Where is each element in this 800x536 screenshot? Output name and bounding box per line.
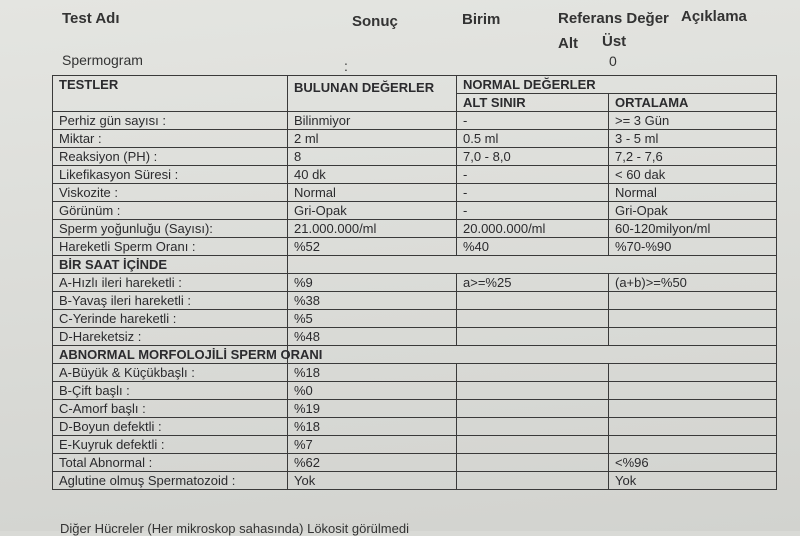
cell-found: %0 (288, 382, 457, 400)
header-alt: Alt (558, 35, 578, 52)
cell-found: %9 (288, 274, 457, 292)
section-row (53, 256, 777, 274)
table-row (53, 400, 777, 418)
cell-ort: < 60 dak (609, 166, 777, 184)
cell-alt (457, 292, 609, 310)
cell-test: Perhiz gün sayısı : (53, 112, 288, 130)
cell-ort (609, 292, 777, 310)
footer-note: Diğer Hücreler (Her mikroskop sahasında) Lökosit görülmedi (60, 521, 409, 536)
cell-alt: - (457, 202, 609, 220)
table-row (53, 436, 777, 454)
cell-ort (609, 310, 777, 328)
table-row (53, 418, 777, 436)
cell-found: 8 (288, 148, 457, 166)
cell-test: Miktar : (53, 130, 288, 148)
col-header-ort: ORTALAMA (609, 94, 777, 112)
cell-ort: Gri-Opak (609, 202, 777, 220)
cell-found: %38 (288, 292, 457, 310)
cell-found: Yok (288, 472, 457, 490)
table-row (53, 364, 777, 382)
cell-alt: 7,0 - 8,0 (457, 148, 609, 166)
cell-found: %18 (288, 364, 457, 382)
col-header-alt: ALT SINIR (457, 94, 609, 112)
table-row (53, 238, 777, 256)
cell-alt (457, 382, 609, 400)
cell-ort (609, 418, 777, 436)
cell-alt (457, 436, 609, 454)
section-row (53, 346, 777, 364)
table-row (53, 328, 777, 346)
cell-alt: - (457, 184, 609, 202)
header-birim: Birim (462, 11, 501, 28)
cell-found: %18 (288, 418, 457, 436)
cell-alt (457, 310, 609, 328)
section-title: ABNORMAL MORFOLOJİLİ SPERM ORANI (53, 346, 288, 364)
cell-alt (457, 328, 609, 346)
cell-found: %48 (288, 328, 457, 346)
cell-alt (457, 418, 609, 436)
header-test-adi: Test Adı (62, 10, 120, 27)
cell-ort (609, 364, 777, 382)
cell-test: Viskozite : (53, 184, 288, 202)
cell-ort: Normal (609, 184, 777, 202)
table-row (53, 310, 777, 328)
results-table (52, 75, 777, 490)
table-row (53, 382, 777, 400)
cell-test: Aglutine olmuş Spermatozoid : (53, 472, 288, 490)
cell-ort: <%96 (609, 454, 777, 472)
cell-ort (609, 382, 777, 400)
cell-found: 21.000.000/ml (288, 220, 457, 238)
cell-test: Reaksiyon (PH) : (53, 148, 288, 166)
col-header-normal: NORMAL DEĞERLER (457, 76, 777, 94)
cell-ort: 60-120milyon/ml (609, 220, 777, 238)
cell-alt: 20.000.000/ml (457, 220, 609, 238)
spermogram-colon: : (344, 58, 348, 74)
cell-found: Normal (288, 184, 457, 202)
cell-test: Total Abnormal : (53, 454, 288, 472)
table-row (53, 184, 777, 202)
header-referans: Referans Değer (558, 10, 669, 27)
section-title: BİR SAAT İÇİNDE (53, 256, 288, 274)
header-aciklama: Açıklama (681, 8, 747, 25)
cell-found: %7 (288, 436, 457, 454)
col-header-tests: TESTLER (53, 76, 288, 112)
cell-test: Sperm yoğunluğu (Sayısı): (53, 220, 288, 238)
table-row (53, 274, 777, 292)
table-row (53, 454, 777, 472)
cell-test: A-Hızlı ileri hareketli : (53, 274, 288, 292)
cell-ort (609, 436, 777, 454)
cell-test: A-Büyük & Küçükbaşlı : (53, 364, 288, 382)
cell-found: %62 (288, 454, 457, 472)
table-row (53, 202, 777, 220)
cell-found: %5 (288, 310, 457, 328)
cell-found: %52 (288, 238, 457, 256)
cell-found: %19 (288, 400, 457, 418)
cell-test: D-Boyun defektli : (53, 418, 288, 436)
cell-alt: %40 (457, 238, 609, 256)
section-filler (288, 346, 777, 364)
cell-ort: 7,2 - 7,6 (609, 148, 777, 166)
cell-found: Gri-Opak (288, 202, 457, 220)
table-header-row (53, 76, 777, 94)
section-filler (288, 256, 777, 274)
cell-test: Likefikasyon Süresi : (53, 166, 288, 184)
cell-ort: >= 3 Gün (609, 112, 777, 130)
cell-test: Hareketli Sperm Oranı : (53, 238, 288, 256)
table-row (53, 220, 777, 238)
cell-ort: Yok (609, 472, 777, 490)
results-table-body (53, 76, 777, 490)
cell-ort (609, 328, 777, 346)
cell-test: B-Yavaş ileri hareketli : (53, 292, 288, 310)
table-row (53, 130, 777, 148)
table-row (53, 472, 777, 490)
cell-test: Görünüm : (53, 202, 288, 220)
cell-ort: %70-%90 (609, 238, 777, 256)
col-header-found: BULUNAN DEĞERLER (288, 76, 457, 112)
spermogram-ust-value: 0 (609, 53, 617, 69)
cell-test: E-Kuyruk defektli : (53, 436, 288, 454)
cell-ort: (a+b)>=%50 (609, 274, 777, 292)
cell-alt (457, 400, 609, 418)
header-ust: Üst (602, 33, 627, 50)
cell-test: C-Yerinde hareketli : (53, 310, 288, 328)
table-row (53, 112, 777, 130)
cell-ort (609, 400, 777, 418)
cell-ort: 3 - 5 ml (609, 130, 777, 148)
cell-found: Bilinmiyor (288, 112, 457, 130)
table-row (53, 148, 777, 166)
cell-alt: 0.5 ml (457, 130, 609, 148)
header-sonuc: Sonuç (352, 13, 398, 30)
table-row (53, 292, 777, 310)
cell-alt: - (457, 166, 609, 184)
cell-found: 2 ml (288, 130, 457, 148)
cell-found: 40 dk (288, 166, 457, 184)
cell-alt (457, 454, 609, 472)
cell-alt: - (457, 112, 609, 130)
cell-alt: a>=%25 (457, 274, 609, 292)
cell-test: C-Amorf başlı : (53, 400, 288, 418)
cell-alt (457, 364, 609, 382)
table-row (53, 166, 777, 184)
cell-test: B-Çift başlı : (53, 382, 288, 400)
cell-alt (457, 472, 609, 490)
spermogram-label: Spermogram (62, 52, 143, 68)
cell-test: D-Hareketsiz : (53, 328, 288, 346)
